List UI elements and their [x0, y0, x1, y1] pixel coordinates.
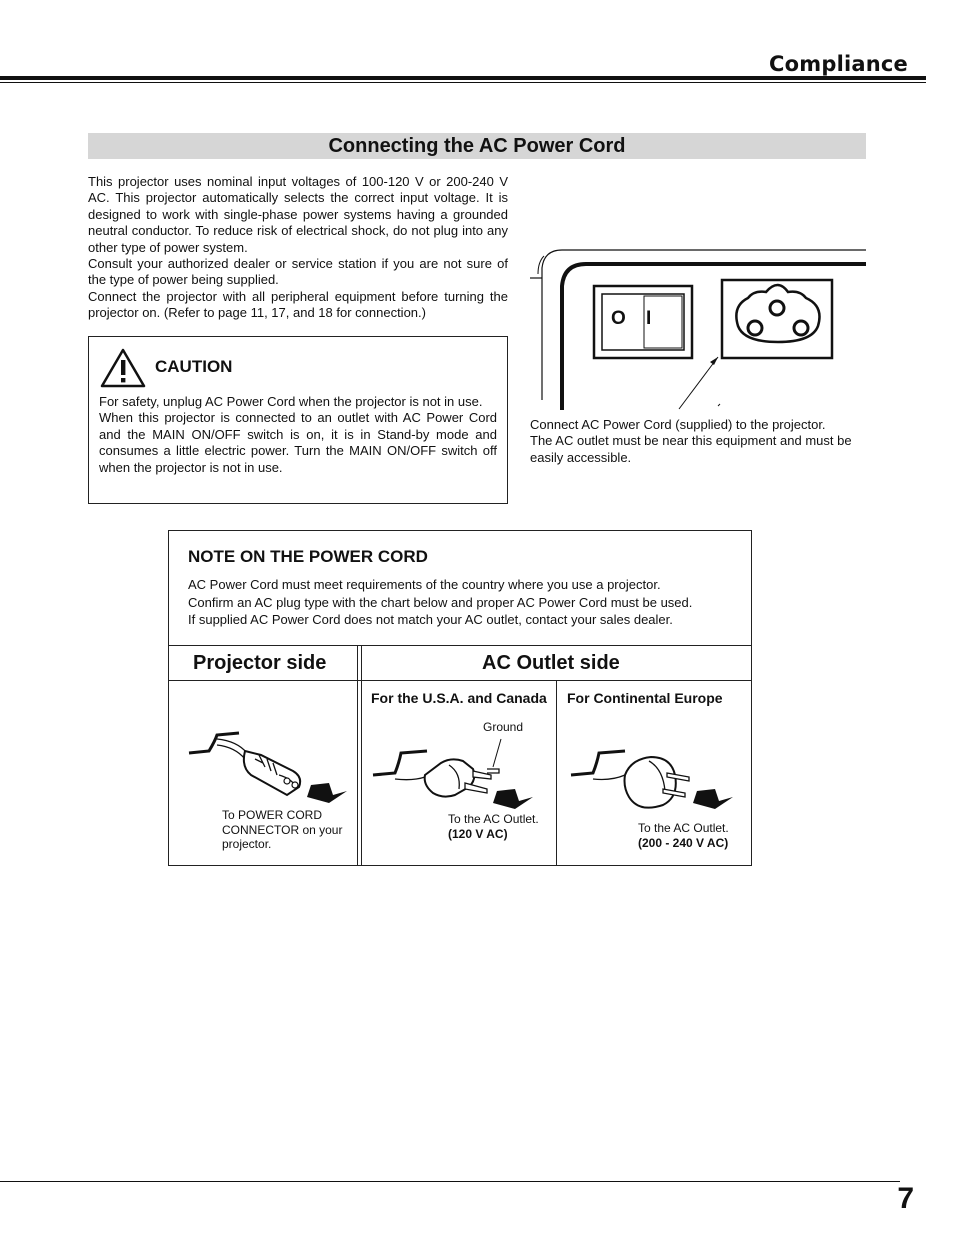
usa-canada-header: For the U.S.A. and Canada	[371, 690, 547, 706]
switch-on-symbol: I	[646, 308, 652, 329]
caption-line: The AC outlet must be near this equipment and must be easily accessible.	[530, 433, 852, 465]
europe-voltage: (200 - 240 V AC)	[638, 836, 729, 850]
intro-paragraph: Connect the projector with all peripheral equipment before turning the projector on. (Refer to page 11, 17, and 18 for connection.)	[88, 288, 508, 321]
europe-caption: To the AC Outlet.	[638, 821, 729, 835]
caution-title: CAUTION	[155, 357, 233, 376]
usa-voltage: (120 V AC)	[448, 827, 508, 841]
intro-text	[88, 174, 508, 322]
caution-box	[88, 336, 508, 504]
eu-plug-icon	[567, 735, 749, 817]
table-rule	[169, 680, 751, 681]
us-plug-icon	[369, 735, 549, 811]
header-rule-thin	[0, 82, 926, 83]
projector-caption	[222, 808, 362, 852]
note-line: Confirm an AC plug type with the chart below and proper AC Power Cord must be used.	[188, 594, 693, 610]
note-line: If supplied AC Power Cord does not match your AC outlet, contact your sales dealer.	[188, 612, 673, 628]
note-title: NOTE ON THE POWER CORD	[188, 547, 428, 566]
ac-outlet-side-header: AC Outlet side	[482, 652, 620, 674]
caution-paragraph: For safety, unplug AC Power Cord when the projector is not in use.	[99, 394, 483, 409]
caution-text	[99, 394, 497, 476]
header-rule	[0, 76, 926, 80]
note-text	[188, 576, 748, 629]
continental-europe-header: For Continental Europe	[567, 690, 723, 706]
page-number: 7	[897, 1182, 914, 1215]
figure-caption	[530, 417, 870, 466]
projector-caption-line: projector.	[222, 837, 272, 851]
caption-line: Connect AC Power Cord (supplied) to the projector.	[530, 417, 826, 432]
table-rule	[169, 645, 751, 646]
iec-connector-icon	[185, 723, 349, 809]
projector-side-header: Projector side	[193, 652, 327, 674]
footer-rule	[0, 1181, 900, 1182]
page-title: Connecting the AC Power Cord	[88, 133, 866, 159]
projector-caption-line: To POWER CORD	[222, 808, 323, 822]
intro-paragraph: Consult your authorized dealer or service station if you are not sure of the type of power being supplied.	[88, 256, 508, 288]
projector-caption-line: CONNECTOR on your	[222, 822, 343, 837]
projector-rear-panel-illustration	[526, 244, 870, 410]
intro-paragraph: This projector uses nominal input voltages of 100-120 V or 200-240 V AC. This projector automatically selects the correct input voltage. It is designed to work with single-phase power systems having a grounded neutral conductor. To reduce risk of electrical shock, do not plug into any other type of power system.	[88, 174, 508, 255]
note-box	[168, 530, 752, 866]
section-title: Compliance	[769, 52, 908, 76]
ground-label: Ground	[483, 720, 524, 734]
switch-off-symbol: O	[611, 308, 626, 329]
usa-caption: To the AC Outlet.	[448, 812, 539, 826]
note-line: AC Power Cord must meet requirements of the country where you use a projector.	[188, 577, 661, 592]
table-rule	[556, 680, 557, 865]
warning-triangle-icon	[99, 347, 147, 389]
caution-paragraph: When this projector is connected to an outlet with AC Power Cord and the MAIN ON/OFF switch is on, it is in Stand-by mode and consumes a little electric power. Turn the MAIN ON/OFF switch off when the projector is not in use.	[99, 410, 497, 475]
